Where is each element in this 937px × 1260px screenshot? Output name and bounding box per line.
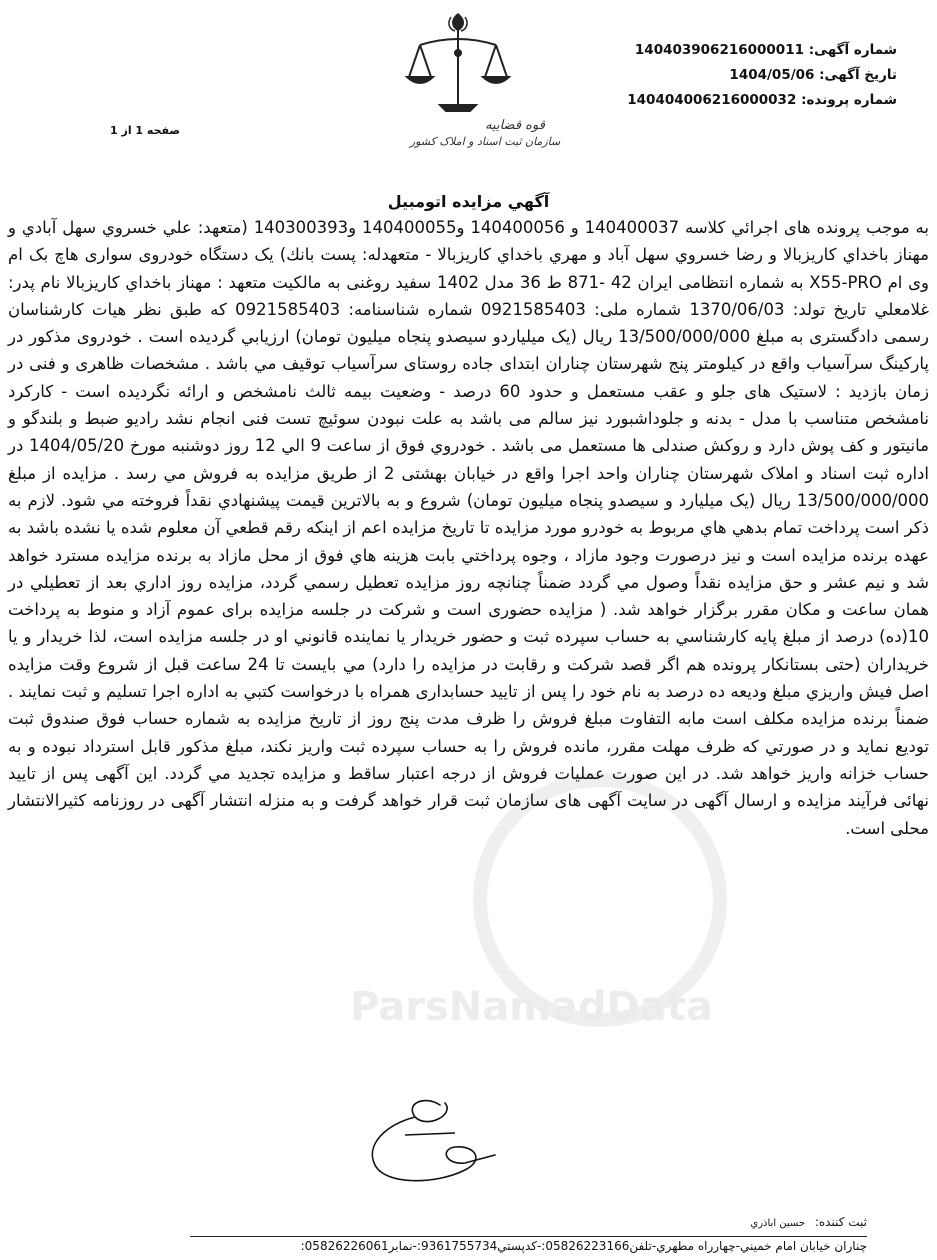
ad-date-row <box>567 63 897 88</box>
svg-text:ParsNamadData: ParsNamadData <box>350 984 713 1030</box>
case-number: 140404006216000032 <box>627 92 797 108</box>
ad-number-label: شماره آگهی: <box>808 42 897 58</box>
ad-date: 1404/05/06 <box>729 67 815 83</box>
emblem-line-1: قوه قضاییه <box>485 118 545 133</box>
footer-contact: چناران خيابان امام خميني-چهارراه مطهري-تلفن05826223166:-كدپستي9361755734:-نمابر05826226061: <box>300 1239 867 1253</box>
registrar <box>750 1215 867 1229</box>
handwritten-signature <box>345 1085 535 1195</box>
registrar-label: ثبت كننده: <box>814 1215 867 1229</box>
notice-title: آگهي مزايده اتومبيل <box>387 192 550 211</box>
ad-number: 14040390621600001​1 <box>634 42 804 58</box>
emblem-line-2: سازمان ثبت اسناد و املاک کشور <box>409 135 561 148</box>
ad-metadata <box>567 38 897 113</box>
ad-number-row <box>567 38 897 63</box>
case-number-label: شماره پرونده: <box>801 92 897 108</box>
notice-body: به موجب پرونده های اجرائي كلاسه 140400037 و 140400056 و140400055 و140300393 (متعهد: علي خسروي سهل آبادي و مهناز باخداي كاريزبالا و رضا خسروي سهل آباد و مهري باخداي كاريزبالا - متعهدله: پست بانك) یک دستگاه خودروی سواری هاچ بک ام وی ام X55-PRO به شماره انتظامی ایران 42 -871 ط 36 مدل 1402 سفيد روغنی به مالكيت متعهد : مهناز باخداي كاريزبالا نام پدر: غلامعلي تاريخ تولد: 1370/06/03 شماره ملی: 0921585403 شماره شناسنامه: 0921585403 كه طبق نظر هيات كارشناسان رسمی دادگستری به مبلغ 13/500/000/000 ريال (يک ميلياردو سيصدو پنجاه ميليون تومان) ارزيابي گرديده است . خودروی مذكور در پاركينگ سرآسياب واقع در كيلومتر پنج شهرستان چناران ابتدای جاده روستای سرآسياب توقيف مي باشد . مشخصات ظاهری و فنی در زمان بازديد : لاستيک های جلو و عقب مستعمل و حدود 60 درصد - وضعيت بيمه ثالث نامشخص و ارائه نگرديده است - كاركرد نامشخص متناسب با مدل - بدنه و جلوداشبورد نيز سالم می باشد به علت نبودن سوئيچ تست فنی انجام نشد راديو ضبط و بلندگو و مانيتور و كف پوش دارد و روكش صندلی ها مستعمل می باشد . خودروي فوق از ساعت 9 الي 12 روز دوشنبه مورخ 1404/05/20 در اداره ثبت اسناد و املاک شهرستان چناران واحد اجرا واقع در خيابان بهشتی 2 از طريق مزايده به فروش مي رسد . مزايده از مبلغ 13/500/000/000 ريال (يک ميليارد و سيصدو پنجاه ميليون تومان) شروع و به بالاترين قيمت پيشنهادي نقداً فروخته مي شود. لازم به ذكر است پرداخت تمام بدهي هاي مربوط به خودرو مورد مزايده تا تاريخ مزايده اعم از اينكه رقم قطعي آن معلوم شده يا نشده باشد به عهده برنده مزايده است و نيز درصورت وجود مازاد ، وجوه پرداختي بابت هزينه هاي فوق از محل مازاد به برنده مزايده مسترد خواهد شد و نيم عشر و حق مزايده نقداً وصول مي گردد ضمناً چنانچه روز مزايده تعطيل رسمي گردد، مزايده روز اداري بعد از تعطيلي در همان ساعت و مكان مقرر برگزار خواهد شد. ( مزايده حضوری است و شركت در جلسه مزايده برای عموم آزاد و منوط به پرداخت 10(ده) درصد از مبلغ پايه كارشناسي به حساب سپرده ثبت و حضور خريدار يا نماينده قانوني او در جلسه مزايده است، لذا خريدار و يا خريداران (حتی بستانكار پرونده هم اگر قصد شركت و رقابت در مزايده را دارد) مي بايست تا 24 ساعت قبل از شروع وقت مزايده اصل فيش واريزي مبلغ وديعه ده درصد به نام خود را پس از تاييد حسابداری همراه با درخواست كتبي به اداره اجرا تسليم و ثبت نمايند . ضمناً برنده مزايده مكلف است مابه التفاوت مبلغ فروش را ظرف مدت پنج روز از تاريخ مزايده به شماره حساب فوق صندوق ثبت توديع نمايد و در صورتي كه ظرف مهلت مقرر، مانده فروش را به حساب سپرده ثبت واريز نكند، مبلغ مذكور قابل استرداد نبوده و به حساب خزانه واريز خواهد شد. در اين صورت عمليات فروش از درجه اعتبار ساقط و مزايده تجديد مي گردد. اين آگهی پس از تاييد نهائی فرآيند مزايده و ارسال آگهی در سايت آگهی های سازمان ثبت قرار خواهد گرفت و به منزله انتشار آگهی در روزنامه كثيرالانتشار محلی است. <box>8 218 930 838</box>
page-indicator: صفحه 1 از 1 <box>110 124 181 137</box>
registrar-name: حسين اباذري <box>750 1218 806 1229</box>
footer-divider <box>190 1236 867 1237</box>
case-number-row <box>567 88 897 113</box>
ad-date-label: تاریخ آگهی: <box>819 67 897 83</box>
emblem-caption <box>395 118 575 150</box>
